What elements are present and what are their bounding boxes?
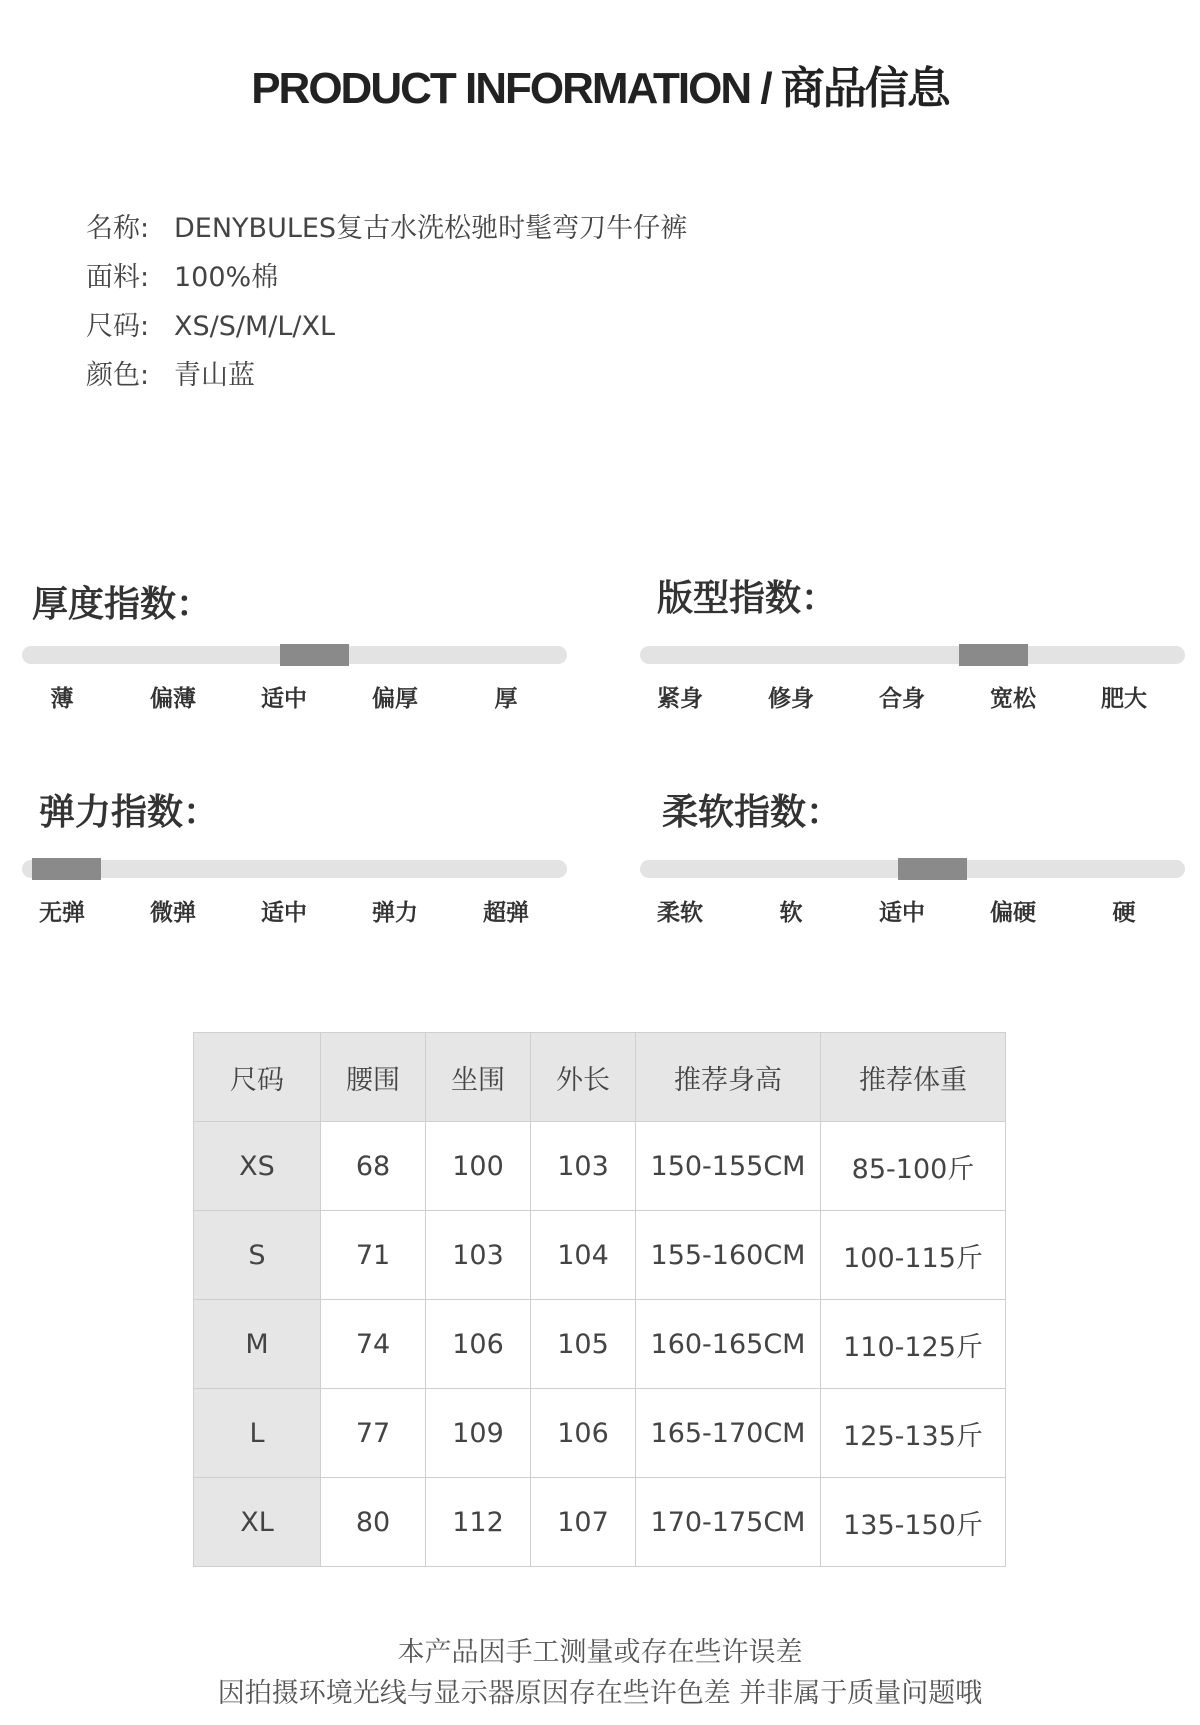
info-row-fabric (86, 253, 687, 302)
product-info (86, 204, 687, 400)
info-row-color (86, 351, 687, 400)
scale-option-label: 偏硬 (990, 900, 1036, 926)
scale-option-label: 微弹 (150, 900, 196, 926)
scale-title: 厚度指数： (32, 584, 213, 625)
scale-marker (959, 644, 1028, 666)
table-cell: M (194, 1300, 321, 1389)
scale-option-label: 适中 (261, 900, 307, 926)
info-row-size (86, 302, 687, 351)
table-row (194, 1300, 1006, 1389)
scale-option-label: 厚 (494, 686, 518, 712)
table-row (194, 1211, 1006, 1300)
table-cell: 103 (531, 1122, 636, 1211)
table-cell: 71 (321, 1211, 426, 1300)
scale-labels (640, 894, 1200, 934)
table-cell: 165-170CM (636, 1389, 821, 1478)
table-cell: 103 (426, 1211, 531, 1300)
table-row (194, 1478, 1006, 1567)
scale-track (22, 646, 567, 664)
table-cell: 68 (321, 1122, 426, 1211)
info-label: 尺码: (86, 311, 150, 342)
table-cell: 125-135斤 (821, 1389, 1006, 1478)
table-cell: 160-165CM (636, 1300, 821, 1389)
scale-track (640, 860, 1185, 878)
table-cell: 100-115斤 (821, 1211, 1006, 1300)
table-cell: 110-125斤 (821, 1300, 1006, 1389)
table-cell: 109 (426, 1389, 531, 1478)
info-value: XS/S/M/L/XL (174, 311, 336, 342)
scale-option-label: 适中 (261, 686, 307, 712)
scale-option-label: 紧身 (657, 686, 703, 712)
info-row-name (86, 204, 687, 253)
scale-option-label: 宽松 (990, 686, 1036, 712)
color-note: 因拍摄环境光线与显示器原因存在些许色差 并非属于质量问题哦 (217, 1678, 983, 1709)
page-title: PRODUCT INFORMATION / 商品信息 (251, 64, 949, 113)
column-header: 坐围 (426, 1033, 531, 1122)
column-header: 尺码 (194, 1033, 321, 1122)
table-cell: 77 (321, 1389, 426, 1478)
scale-labels (22, 894, 582, 934)
info-label: 面料: (86, 262, 150, 293)
scale-title: 版型指数： (657, 578, 838, 619)
scale-marker (280, 644, 349, 666)
scale-option-label: 软 (779, 900, 803, 926)
table-cell: 104 (531, 1211, 636, 1300)
size-table (193, 1032, 1006, 1567)
measurement-note: 本产品因手工测量或存在些许误差 (397, 1637, 803, 1668)
column-header: 外长 (531, 1033, 636, 1122)
table-cell: 100 (426, 1122, 531, 1211)
scale-option-label: 超弹 (483, 900, 529, 926)
scale-track (22, 860, 567, 878)
column-header: 腰围 (321, 1033, 426, 1122)
scale-track (640, 646, 1185, 664)
scale-option-label: 偏薄 (150, 686, 196, 712)
table-cell: 107 (531, 1478, 636, 1567)
scale-option-label: 偏厚 (372, 686, 418, 712)
scale-option-label: 无弹 (39, 900, 85, 926)
table-cell: S (194, 1211, 321, 1300)
scale-option-label: 适中 (879, 900, 925, 926)
table-cell: 74 (321, 1300, 426, 1389)
table-cell: 112 (426, 1478, 531, 1567)
table-cell: 85-100斤 (821, 1122, 1006, 1211)
column-header: 推荐体重 (821, 1033, 1006, 1122)
scale-option-label: 肥大 (1101, 686, 1147, 712)
table-cell: 80 (321, 1478, 426, 1567)
scale-title: 弹力指数： (39, 792, 220, 833)
table-cell: 106 (531, 1389, 636, 1478)
scale-marker (32, 858, 101, 880)
scale-option-label: 修身 (768, 686, 814, 712)
info-label: 名称: (86, 213, 150, 244)
info-value: 青山蓝 (174, 360, 255, 391)
info-value: 100%棉 (174, 262, 279, 293)
table-header-row (194, 1033, 1006, 1122)
scale-option-label: 硬 (1112, 900, 1136, 926)
info-label: 颜色: (86, 360, 150, 391)
scale-option-label: 薄 (50, 686, 74, 712)
scale-marker (898, 858, 967, 880)
scale-labels (640, 680, 1200, 720)
scale-labels (22, 680, 582, 720)
table-cell: L (194, 1389, 321, 1478)
scale-title: 柔软指数： (662, 792, 843, 833)
table-cell: 106 (426, 1300, 531, 1389)
table-cell: 105 (531, 1300, 636, 1389)
scale-option-label: 柔软 (657, 900, 703, 926)
table-cell: 135-150斤 (821, 1478, 1006, 1567)
table-row (194, 1122, 1006, 1211)
info-value: DENYBULES复古水洗松驰时髦弯刀牛仔裤 (174, 213, 688, 244)
table-cell: 150-155CM (636, 1122, 821, 1211)
scale-option-label: 合身 (879, 686, 925, 712)
scale-option-label: 弹力 (372, 900, 418, 926)
table-cell: 155-160CM (636, 1211, 821, 1300)
table-cell: 170-175CM (636, 1478, 821, 1567)
table-row (194, 1389, 1006, 1478)
table-cell: XS (194, 1122, 321, 1211)
column-header: 推荐身高 (636, 1033, 821, 1122)
table-cell: XL (194, 1478, 321, 1567)
